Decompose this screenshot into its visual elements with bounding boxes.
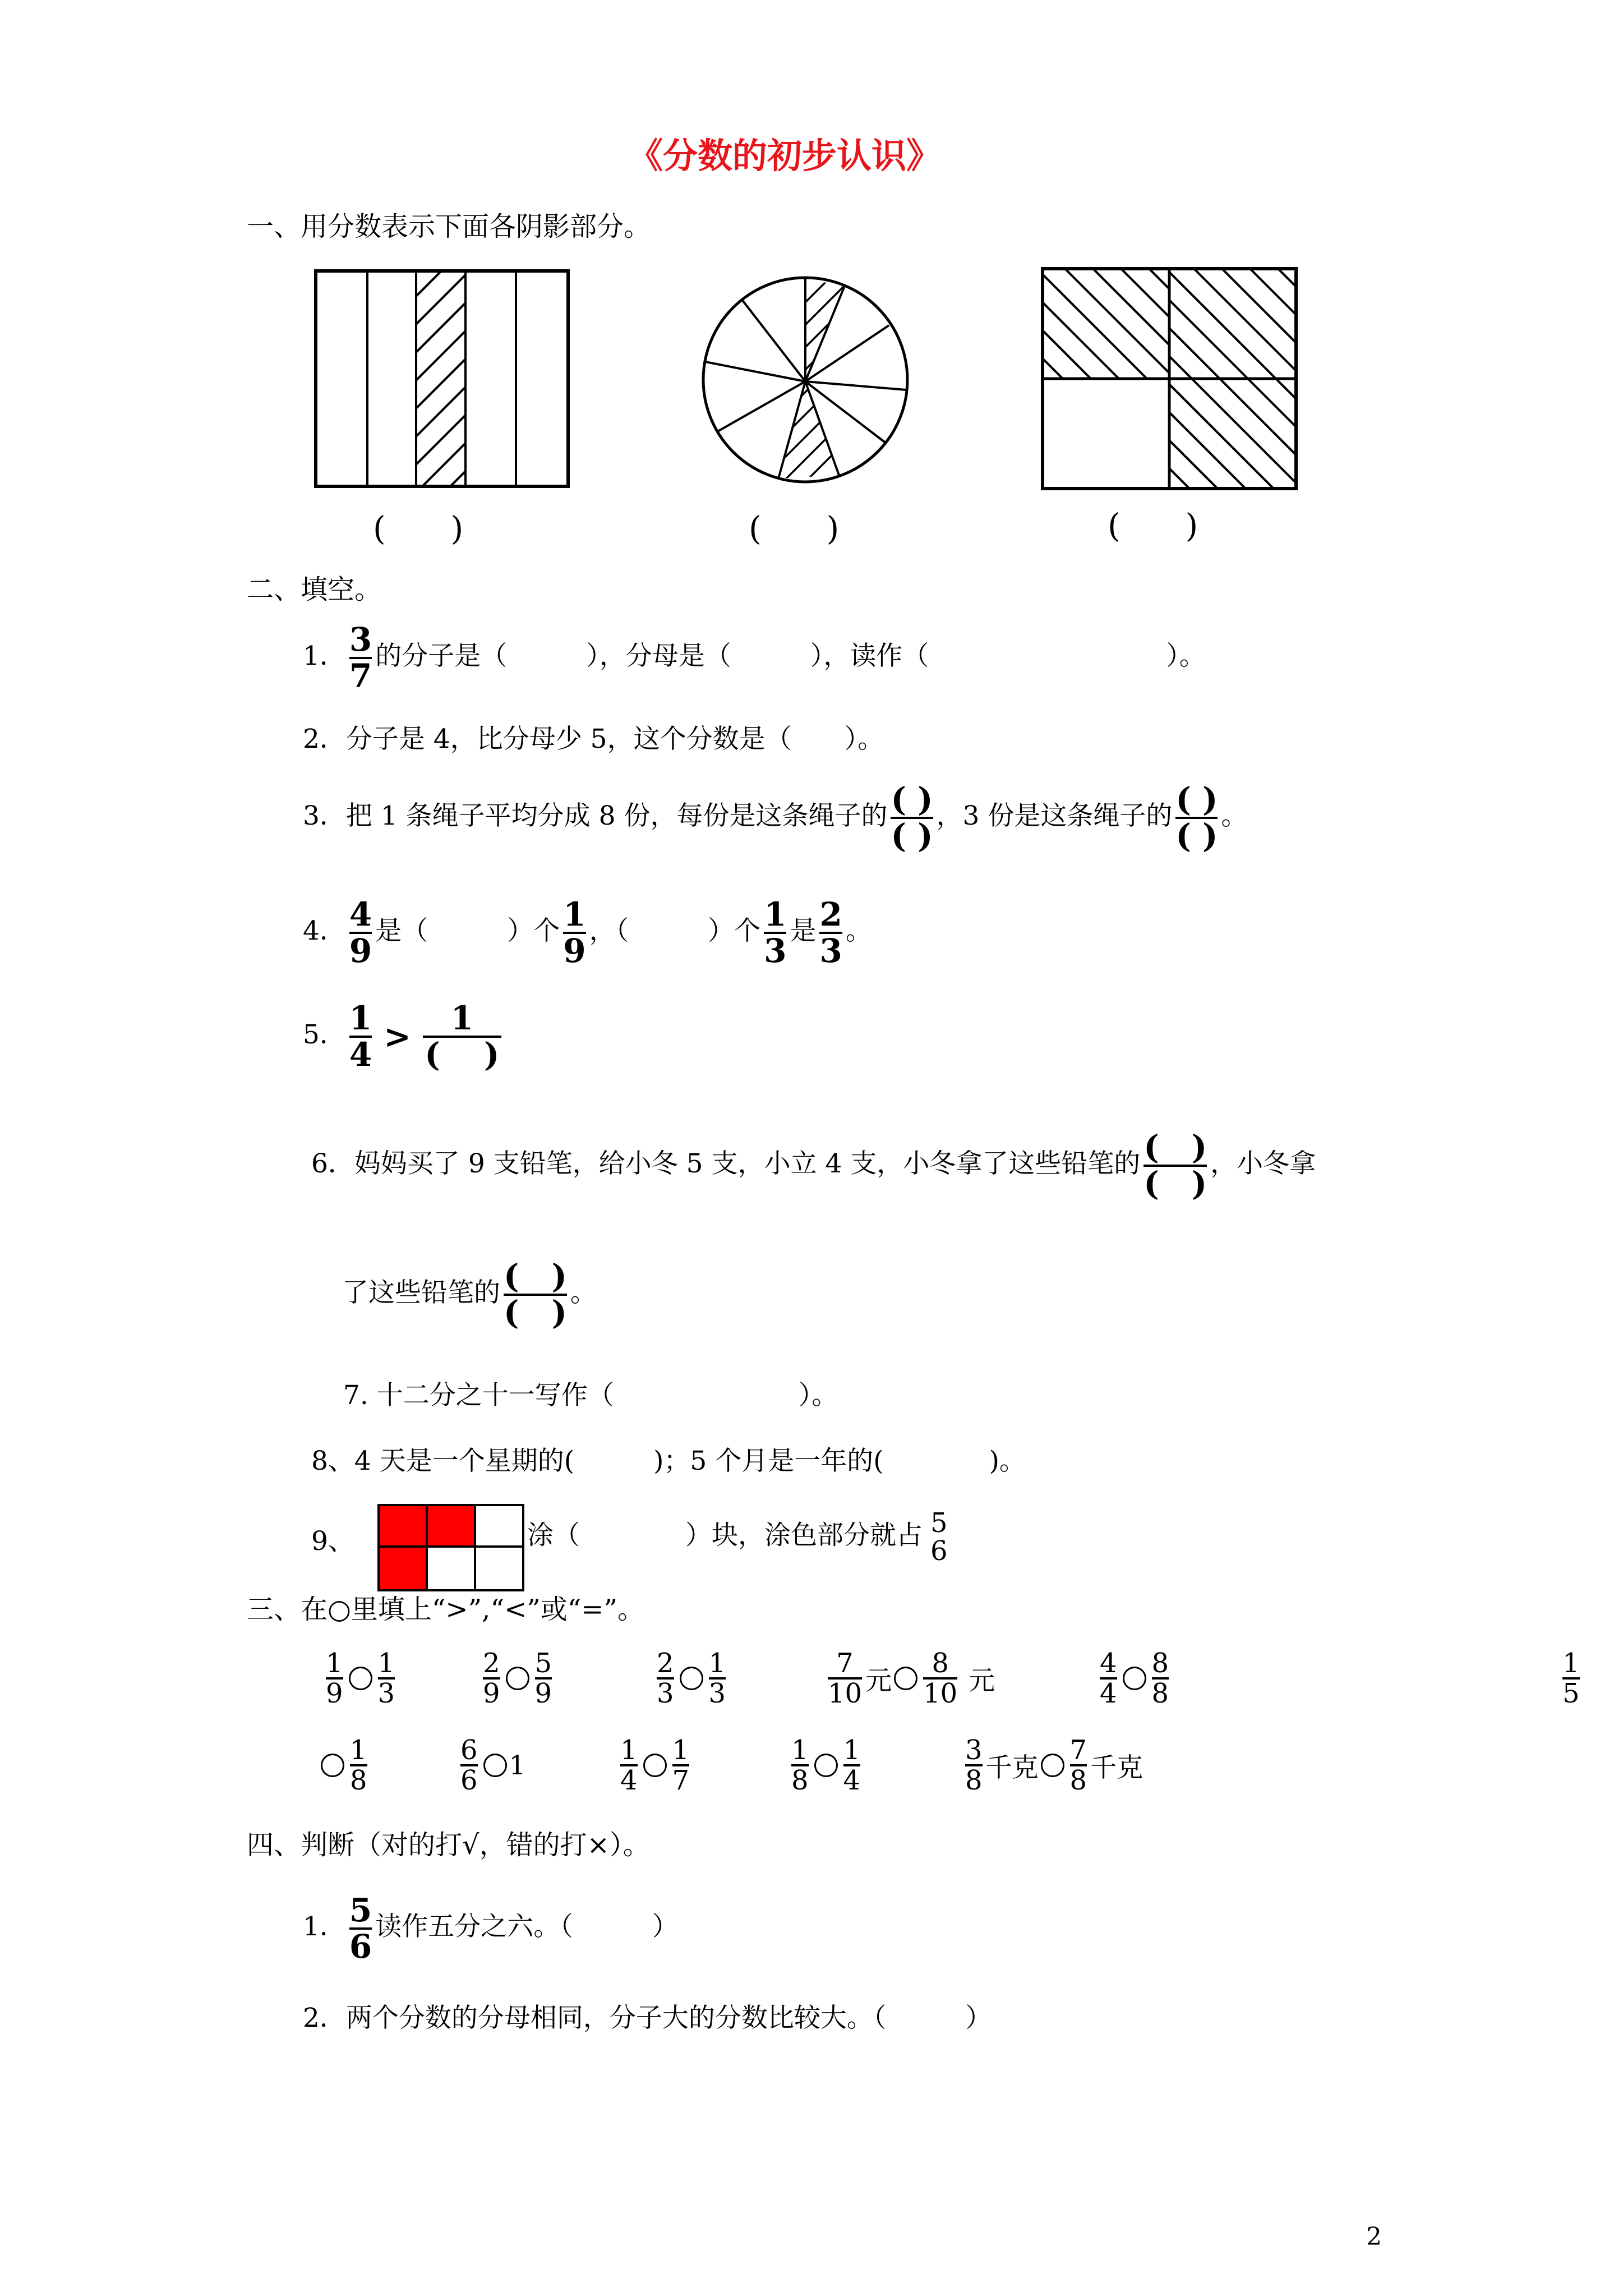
figure-quadrant-square (1040, 266, 1298, 491)
compare-1-3: $\frac{2}{3}$ $\frac{1}{3}$ (657, 1648, 726, 1710)
compare-circle[interactable] (643, 1754, 667, 1777)
compare-circle[interactable] (814, 1754, 838, 1777)
section4-heading: 四、判断（对的打√，错的打×）。 (247, 1829, 650, 1861)
fill-q1: 1． $\frac{3}{7}$ 的分子是（ ），分母是（ ），读作（ ）。 (303, 620, 1206, 695)
color-grid (377, 1503, 528, 1593)
compare-circle[interactable] (321, 1754, 344, 1777)
fill-q2: 2．分子是 4，比分母少 5，这个分数是（ ）。 (303, 724, 884, 754)
fraction: $\frac{1}{4}$ (349, 999, 372, 1074)
compare-circle[interactable] (1041, 1754, 1064, 1777)
page-number: 2 (1366, 2223, 1382, 2251)
fill-q8: 8、4 天是一个星期的( )；5 个月是一年的( )。 (311, 1446, 1026, 1476)
fraction: 5 6 (930, 1507, 948, 1567)
fraction: $\frac{1}{3}$ (764, 895, 787, 970)
compare-2-2: $\frac{6}{6}$ 1 (460, 1734, 526, 1797)
section3-heading: 三、在○里填上“>”,“<”或“=”。 (247, 1594, 645, 1625)
blank-fraction: $\frac{( )}{( )}$ (1175, 780, 1218, 855)
blank-fraction: $\frac{( )}{( )}$ (504, 1257, 567, 1332)
figure-strips-rectangle (314, 269, 572, 488)
figure-sector-circle (695, 272, 920, 491)
fraction: $\frac{2}{3}$ (819, 895, 842, 970)
blank-fraction: $\frac{1}{( )}$ (423, 1001, 501, 1072)
compare-2-1: $\frac{1}{8}$ (319, 1736, 371, 1795)
fill-q7: 7. 十二分之十一写作（ ）。 (343, 1380, 838, 1411)
blank-fraction: $\frac{( )}{( )}$ (1144, 1128, 1207, 1203)
compare-1-5: $\frac{4}{4}$ $\frac{8}{8}$ (1100, 1648, 1169, 1710)
fraction: $\frac{4}{9}$ (349, 895, 372, 970)
compare-circle[interactable] (894, 1667, 917, 1690)
page-title: 《分数的初步认识》 (628, 135, 942, 176)
answer-blank-2[interactable]: ( ) (749, 509, 840, 547)
section1-heading: 一、用分数表示下面各阴影部分。 (247, 211, 651, 242)
blank-fraction: $\frac{( )}{( )}$ (891, 780, 933, 855)
fraction: $\frac{1}{9}$ (563, 895, 586, 970)
compare-2-5: $\frac{3}{8}$ 千克 $\frac{7}{8}$ 千克 (965, 1734, 1144, 1797)
fill-q9-num: 9、 (311, 1526, 354, 1557)
compare-2-3: $\frac{1}{4}$ $\frac{1}{7}$ (620, 1734, 690, 1797)
compare-2-4: $\frac{1}{8}$ $\frac{1}{4}$ (791, 1734, 861, 1797)
judge-q2: 2．两个分数的分母相同，分子大的分数比较大。（ ） (303, 2003, 992, 2033)
fill-q9: 涂（ ）块，涂色部分就占 5 6 (527, 1507, 948, 1567)
compare-circle[interactable] (1123, 1667, 1146, 1690)
compare-1-4: $\frac{7}{10}$ 元 $\frac{8}{10}$ 元 (828, 1648, 995, 1710)
compare-1-tail: $\frac{1}{5}$ (1562, 1648, 1580, 1710)
fraction: $\frac{5}{6}$ (349, 1891, 372, 1966)
fill-q3: 3．把 1 条绳子平均分成 8 份，每份是这条绳子的 $\frac{( )}{( )}$ ，3 份是这条绳子的 $\frac{( )}{( )}$ 。 (303, 780, 1248, 855)
compare-1-1: $\frac{1}{9}$ $\frac{1}{3}$ (326, 1648, 395, 1710)
fill-q5: 5． $\frac{1}{4}$ > $\frac{1}{( )}$ (303, 1001, 505, 1072)
fill-q6: 6．妈妈买了 9 支铅笔，给小冬 5 支，小立 4 支，小冬拿了这些铅笔的 $\frac{( )}{( )}$ ，小冬拿 (311, 1128, 1316, 1203)
section2-heading: 二、填空。 (247, 574, 382, 605)
judge-q1: 1． $\frac{5}{6}$ 读作五分之六。（ ） (303, 1891, 679, 1966)
fraction: $\frac{3}{7}$ (349, 620, 372, 695)
compare-1-2: $\frac{2}{9}$ $\frac{5}{9}$ (483, 1648, 552, 1710)
compare-circle[interactable] (680, 1667, 703, 1690)
compare-circle[interactable] (506, 1667, 529, 1690)
fill-q6-line2: 了这些铅笔的 $\frac{( )}{( )}$ 。 (342, 1257, 597, 1332)
compare-circle[interactable] (349, 1667, 372, 1690)
compare-circle[interactable] (483, 1754, 507, 1777)
answer-blank-1[interactable]: ( ) (373, 509, 464, 547)
fill-q4: 4． $\frac{4}{9}$ 是（ ）个 $\frac{1}{9}$ ，（ ）个 $\frac{1}{3}$ 是 $\frac{2}{3}$ 。 (303, 895, 872, 970)
answer-blank-3[interactable]: ( ) (1108, 507, 1198, 545)
